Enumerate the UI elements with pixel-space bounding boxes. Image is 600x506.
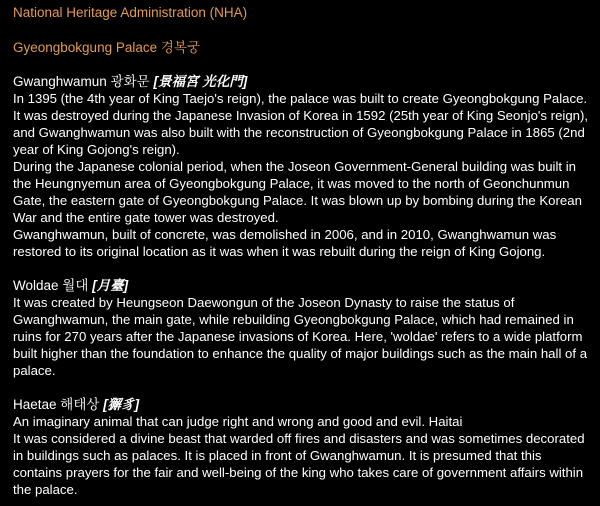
palace-title: Gyeongbokgung Palace 경복궁 (13, 40, 200, 55)
section-hanja: [景福宮 光化門] (153, 74, 248, 89)
section-heading (13, 396, 593, 413)
section-hanja: [月臺] (92, 278, 129, 293)
paragraph: It was considered a divine beast that warded off fires and disasters and was sometimes decorated in buildings such as palaces. It is placed in front of Gwanghwamun. It is presumed that this contains prayers for the fair and well-being of the king who takes care of government affairs within the palace. (13, 431, 585, 497)
paragraph: In 1395 (the 4th year of King Taejo's reign), the palace was built to create Gyeongbokgung Palace. It was destroyed during the Japanese Invasion of Korea in 1592 (25th year of King Seonjo's reign), and Gwanghwamun was also built with the reconstruction of Gyeongbokgung Palace in 1865 (2nd year of King Gojong's reign). (13, 91, 589, 157)
organization-name: National Heritage Administration (NHA) (13, 5, 248, 20)
section-title: Woldae 월대 (13, 278, 89, 293)
paragraph: It was created by Heungseon Daewongun of the Joseon Dynasty to raise the status of Gwanghwamun, the main gate, while rebuilding Gyeongbokgung Palace, which had remained in ruins for 270 years after the Japanese invasions of Korea. Here, 'woldae' refers to a wide platform built higher than the foundation to enhance the quality of major buildings such as the main hall of a palace. (13, 295, 588, 378)
paragraph: During the Japanese colonial period, when the Joseon Government-General building was built in the Heungnyemun area of Gyeongbokgung Palace, it was moved to the north of Geonchunmun Gate, the eastern gate of Gyeongbokgung Palace. It was blown up by bombing during the Korean War and the entire gate tower was destroyed. (13, 159, 582, 225)
section-heading (13, 73, 593, 90)
paragraph: Gwanghwamun, built of concrete, was demolished in 2006, and in 2010, Gwanghwamun was restored to its original location as it was when it was rebuilt during the reign of King Gojong. (13, 227, 557, 259)
section-haetae (13, 396, 593, 498)
section-title: Haetae 해태상 (13, 397, 100, 412)
paragraph: An imaginary animal that can judge right and wrong and good and evil. Haitai (13, 414, 463, 429)
section-gwanghwamun (13, 73, 593, 260)
section-woldae (13, 277, 593, 379)
document-page (13, 4, 593, 498)
section-title: Gwanghwamun 광화문 (13, 74, 150, 89)
section-heading (13, 277, 593, 294)
section-hanja: [獬豸] (103, 397, 140, 412)
